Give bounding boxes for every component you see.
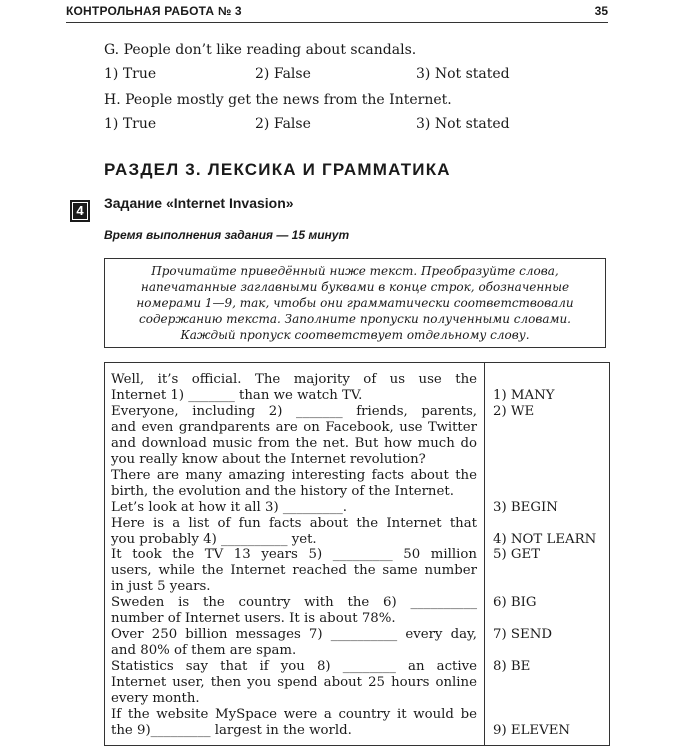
text-line: Over 250 billion messages 7) __________ every day, — [111, 627, 477, 643]
running-header — [66, 2, 608, 23]
header-title: КОНТРОЛЬНАЯ РАБОТА № 3 — [66, 4, 242, 18]
text-line: the 9)_________ largest in the world. — [111, 722, 352, 738]
word-to-transform: 2) WE — [493, 403, 535, 419]
word-to-transform: 9) ELEVEN — [493, 722, 571, 738]
question-g-option-1: 1) True — [104, 66, 157, 82]
text-line: Sweden is the country with the 6) __________ — [111, 595, 477, 611]
text-line: and 80% of them are spam. — [111, 643, 297, 659]
instruction-line: номерами 1—9, так, чтобы они грамматически соответствовали — [136, 296, 574, 310]
word-to-transform: 5) GET — [493, 547, 541, 563]
question-g-option-2: 2) False — [255, 66, 311, 82]
section-title: РАЗДЕЛ 3. ЛЕКСИКА И ГРАММАТИКА — [104, 160, 451, 179]
text-line: and even grandparents are on Facebook, use Twitter — [111, 419, 477, 435]
text-line: Let’s look at how it all 3) _________. — [111, 499, 347, 515]
word-to-transform: 1) MANY — [493, 387, 555, 403]
question-h-option-3: 3) Not stated — [416, 116, 510, 132]
instruction-line: Прочитайте приведённый ниже текст. Преобразуйте слова, — [151, 264, 559, 278]
word-to-transform: 6) BIG — [493, 595, 537, 611]
text-line: Here is a list of fun facts about the Internet that — [111, 515, 477, 531]
word-to-transform: 4) NOT LEARN — [493, 531, 597, 547]
question-h-option-2: 2) False — [255, 116, 311, 132]
text-line: Everyone, including 2) _______ friends, parents, — [111, 403, 477, 419]
word-to-transform: 7) SEND — [493, 627, 552, 643]
task-number-badge: 4 — [70, 200, 90, 222]
text-line: There are many amazing interesting facts about the — [111, 467, 477, 483]
instruction-line: Каждый пропуск соответствует отдельному слову. — [180, 328, 530, 342]
text-line: Statistics say that if you 8) ________ an active — [111, 659, 477, 675]
word-to-transform: 8) BE — [493, 659, 531, 675]
question-g-option-3: 3) Not stated — [416, 66, 510, 82]
text-line: every month. — [111, 691, 200, 706]
question-h-option-1: 1) True — [104, 116, 157, 132]
text-line: you really know about the Internet revolution? — [111, 451, 426, 467]
text-line: in just 5 years. — [111, 579, 211, 595]
text-line: number of Internet users. It is about 78%. — [111, 611, 396, 627]
text-line: users, while the Internet reached the same number — [111, 563, 477, 579]
task-time: Время выполнения задания — 15 минут — [104, 228, 350, 242]
column-divider — [484, 363, 485, 745]
text-line: birth, the evolution and the history of the Internet. — [111, 483, 454, 499]
instructions-box — [104, 258, 606, 348]
text-line: If the website MySpace were a country it would be — [111, 706, 477, 722]
text-line: and download music from the net. But how much do — [111, 435, 477, 451]
text-line: It took the TV 13 years 5) _________ 50 million — [111, 547, 477, 563]
text-line: Well, it’s official. The majority of us use the — [111, 372, 477, 387]
question-h: H. People mostly get the news from the Internet. — [104, 92, 452, 108]
task-title: Задание «Internet Invasion» — [104, 195, 294, 211]
word-to-transform: 3) BEGIN — [493, 499, 558, 515]
text-line: Internet user, then you spend about 25 hours online — [111, 675, 477, 691]
text-line: Internet 1) _______ than we watch TV. — [111, 387, 363, 403]
text-line: you probably 4) __________ yet. — [111, 531, 317, 547]
exercise-table — [104, 362, 610, 746]
instruction-line: напечатанные заглавными буквами в конце строк, обозначенные — [140, 280, 570, 294]
instruction-line: содержанию текста. Заполните пропуски полученными словами. — [139, 312, 571, 326]
question-g: G. People don’t like reading about scandals. — [104, 42, 417, 58]
page-number: 35 — [594, 4, 608, 18]
